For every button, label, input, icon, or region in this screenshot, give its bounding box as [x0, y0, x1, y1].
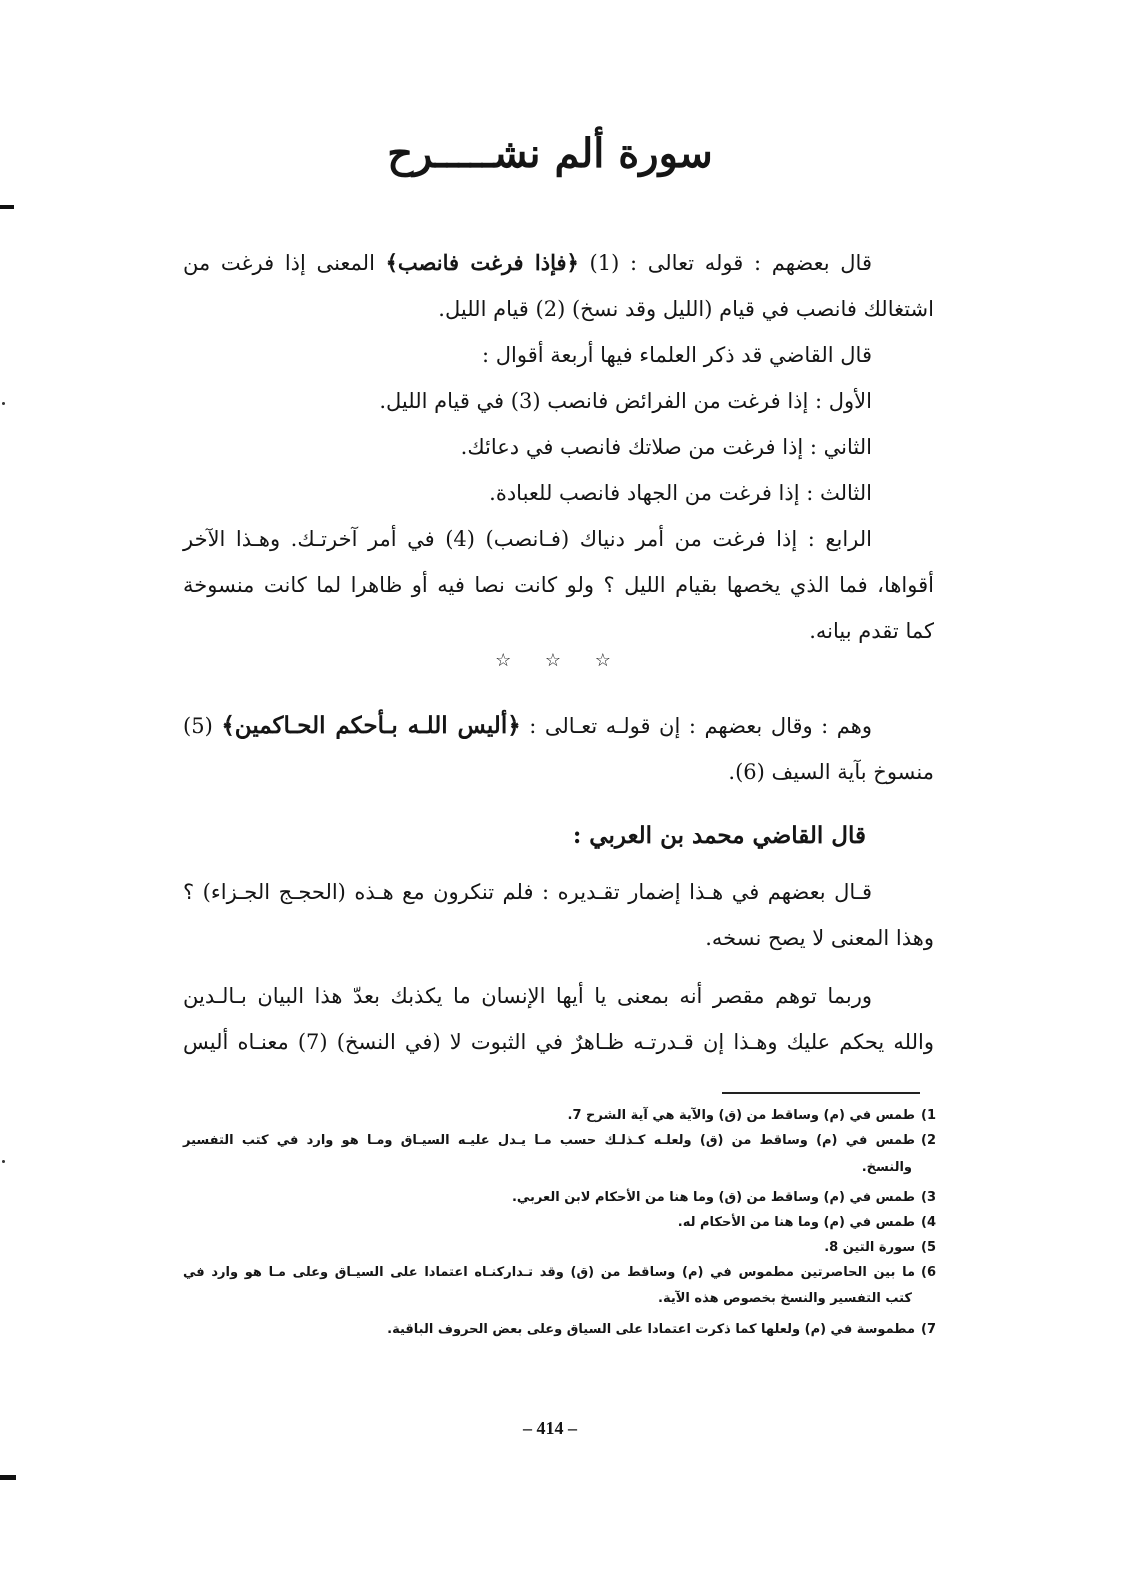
- scan-edge-mark: [0, 1475, 16, 1480]
- footnote-number: 2): [921, 1133, 936, 1148]
- scan-speck: [2, 402, 5, 405]
- text-line: [183, 712, 934, 740]
- text-line: وهذا المعنى لا يصح نسخه.: [705, 926, 934, 950]
- footnote-text: طمس في (م) وساقط من (ق) وما هنا من الأحكام لابن العربي.: [511, 1190, 915, 1205]
- footnote: [678, 1215, 936, 1231]
- footnote-text: ما بين الحاصرتين مطموس في (م) وساقط من (ق) وقد تـداركنـاه اعتمادا على السيـاق وعلى مـا هو وارد في: [183, 1265, 915, 1280]
- footnote: [183, 1133, 936, 1149]
- footnote-number: 4): [921, 1215, 936, 1230]
- footnote: [824, 1240, 936, 1256]
- footnote-text: طمس في (م) وساقط من (ق) ولعلـه كـذلـك حسب مـا يـدل عليـه السيـاق ومـا هو وارد في كتب التفسير: [183, 1133, 915, 1148]
- footnote-continuation: والنسخ.: [861, 1160, 912, 1175]
- text-line: [183, 527, 934, 552]
- scan-edge-mark: [0, 205, 14, 209]
- footnote: [568, 1108, 937, 1124]
- footnote-number: 1): [921, 1108, 936, 1123]
- text-line: [183, 880, 934, 905]
- footnote-text: مطموسة في (م) ولعلها كما ذكرت اعتمادا على السياق وعلى بعض الحروف الباقية.: [387, 1322, 915, 1337]
- footnote-continuation: كتب التفسير والنسخ بخصوص هذه الآية.: [658, 1291, 912, 1306]
- section-heading: قال القاضي محمد بن العربي :: [572, 822, 866, 849]
- text-line: الأول : إذا فرغت من الفرائض فانصب (3) في قيام الليل.: [379, 389, 872, 413]
- footnote-text: طمس في (م) وساقط من (ق) والآية هي آية الشرح 7.: [567, 1108, 915, 1123]
- text-line: والله يحكم عليك وهـذا إن قـدرتـه ظـاهرٌ في الثبوت لا (في النسخ) (7) معنـاه أليس: [183, 1030, 934, 1054]
- section-divider-stars: ☆ ☆ ☆: [495, 650, 625, 671]
- text-segment: وربما توهم مقصر أنه بمعنى يا أيها الإنسان ما يكذبك بعدّ هذا البيان بـالـدين: [183, 984, 872, 1008]
- footnote-number: 3): [921, 1190, 936, 1205]
- text-line: الثاني : إذا فرغت من صلاتك فانصب في دعائك.: [460, 435, 872, 459]
- footnote-number: 6): [921, 1265, 936, 1280]
- footnote-separator: [722, 1092, 920, 1094]
- page-number: – 414 –: [523, 1418, 577, 1438]
- text-segment: الرابع : إذا فرغت من أمر دنياك (فـانصب) (4) في أمر آخرتـك. وهـذا الآخر: [183, 527, 872, 551]
- text-line: الثالث : إذا فرغت من الجهاد فانصب للعبادة.: [489, 481, 872, 505]
- surah-title: سورة ألم نشـــــرح: [387, 130, 713, 177]
- text-line: أقواها، فما الذي يخصها بقيام الليل ؟ ولو كانت نصا فيه أو ظاهرا لما كانت منسوخة: [183, 573, 934, 597]
- scan-speck: [2, 1160, 5, 1163]
- text-segment: المعنى إذا فرغت من: [183, 251, 375, 275]
- footnote-text: طمس في (م) وما هنا من الأحكام له.: [677, 1215, 915, 1230]
- footnote: [512, 1190, 936, 1206]
- text-segment: (5): [183, 714, 213, 738]
- text-segment: وهم : وقال بعضهم : إن قولـه تعـالى :: [529, 714, 872, 738]
- footnote: [183, 1265, 936, 1281]
- text-segment: قـال بعضهم في هـذا إضمار تقـديره : فلم تنكرون مع هـذه (الحجـج الجـزاء) ؟: [183, 880, 872, 904]
- footnote-number: 5): [921, 1240, 936, 1255]
- text-line: [183, 984, 934, 1009]
- footnote-number: 7): [921, 1322, 936, 1337]
- footnote: [387, 1322, 936, 1338]
- quran-verse: ﴿أليس اللـه بـأحكم الحـاكمين﴾: [221, 712, 521, 739]
- text-line: منسوخ بآية السيف (6).: [728, 760, 934, 784]
- text-line: قال القاضي قد ذكر العلماء فيها أربعة أقوال :: [482, 343, 872, 367]
- text-line: كما تقدم بيانه.: [809, 619, 934, 643]
- text-line: [183, 250, 934, 276]
- text-line: اشتغالك فانصب في قيام (الليل وقد نسخ) (2) قيام الليل.: [438, 297, 934, 321]
- text-segment: قال بعضهم : قوله تعالى : (1): [589, 251, 872, 275]
- footnote-text: سورة التين 8.: [824, 1240, 915, 1255]
- quran-verse: ﴿فإذا فرغت فانصب﴾: [385, 250, 579, 275]
